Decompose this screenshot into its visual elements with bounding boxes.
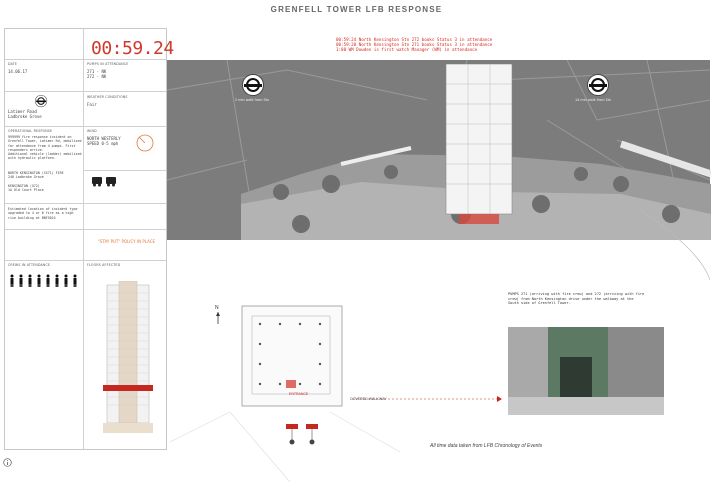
wind-value: NORTH WESTERLY SPEED 0-5 mph <box>87 136 121 146</box>
divider <box>83 29 84 449</box>
divider <box>5 91 166 92</box>
station-right-caption: 14 min walk from Stn <box>575 98 612 102</box>
north-arrow-label: N <box>215 305 219 311</box>
entrance-photo <box>508 327 664 415</box>
divider <box>5 229 166 230</box>
operational-label: OPERATIONAL RESPONSE <box>8 129 53 133</box>
building-caption: PUMPS 271 (arriving with fire crew) and 272 (arriving with fire crew) from North Kensington drive under the walkway at the South side of Grenfell Tower. <box>508 292 645 306</box>
divider <box>5 260 166 261</box>
wind-direction-icon <box>135 133 155 153</box>
wind-label: WIND <box>87 129 97 133</box>
site-lines <box>170 412 400 492</box>
fire-engine-icon <box>91 175 119 187</box>
log-line: 1:00 WM Dowden is first watch Manager (WM) in attendance <box>336 47 478 53</box>
underground-roundel-icon <box>242 74 264 96</box>
stay-put-note: "STAY PUT" POLICY IN PLACE <box>97 239 156 244</box>
pumps-value: 271 - NK 272 - NK <box>87 69 107 79</box>
log-line: 00:59:24 North Kensington Stn 272 books Status 3 in attendance <box>336 37 493 42</box>
operational-value: 999999 fire response incident on Grenfell Tower, Latimer Rd, mobilised for attendance from 4 pumps. First responders arrive. Additional vehicle (ladder) mobilised with hydraulic platform. <box>8 135 82 161</box>
entrance-label: ENTRANCE <box>289 392 309 396</box>
info-icon[interactable] <box>3 458 12 467</box>
divider <box>5 126 166 127</box>
event-log <box>336 37 492 53</box>
station-label: Latimer Road Ladbroke Grove <box>8 109 42 119</box>
underground-roundel-icon <box>35 95 47 107</box>
date-label: DATE <box>8 62 18 66</box>
aerial-map <box>167 60 710 240</box>
stations-value: NORTH KENSINGTON (SS71) FIRE 240 Ladbroke Grove KENSINGTON (G72) 1A Old Court Place <box>8 171 64 193</box>
walkway-label: COVERED WALKWAY <box>350 397 387 401</box>
source-note: All time data taken from LFB Chronology of Events <box>430 443 543 449</box>
crew-figures <box>8 274 82 288</box>
divider <box>5 59 166 60</box>
underground-roundel-icon <box>587 74 609 96</box>
weather-value: Fair <box>87 102 97 107</box>
date-value: 14.06.17 <box>8 69 28 74</box>
floors-label: FLOORS AFFECTED <box>87 263 121 267</box>
divider <box>5 203 166 204</box>
page-title: GRENFELL TOWER LFB RESPONSE <box>270 5 443 14</box>
pumps-label: PUMPS IN ATTENDANCE <box>87 62 129 66</box>
crews-label: CREWS IN ATTENDANCE <box>8 263 51 267</box>
map-arc <box>640 210 713 280</box>
incident-info-panel <box>4 28 174 450</box>
log-line: 00:59:20 North Kensington Stn 271 books Status 3 in attendance <box>336 42 493 48</box>
incident-value: Estimated location of incident type upgraded to 4 or 6 fire as a high rise building at BNF5024 <box>8 207 78 220</box>
station-left-caption: 2 min walk from Stn <box>235 98 270 102</box>
north-arrow-icon <box>215 312 221 324</box>
ground-floor-plan <box>240 304 350 416</box>
divider <box>83 170 166 171</box>
response-clock: 00:59.24 <box>91 38 174 59</box>
tower-elevation <box>101 281 155 433</box>
weather-label: WEATHER CONDITIONS <box>87 95 128 99</box>
